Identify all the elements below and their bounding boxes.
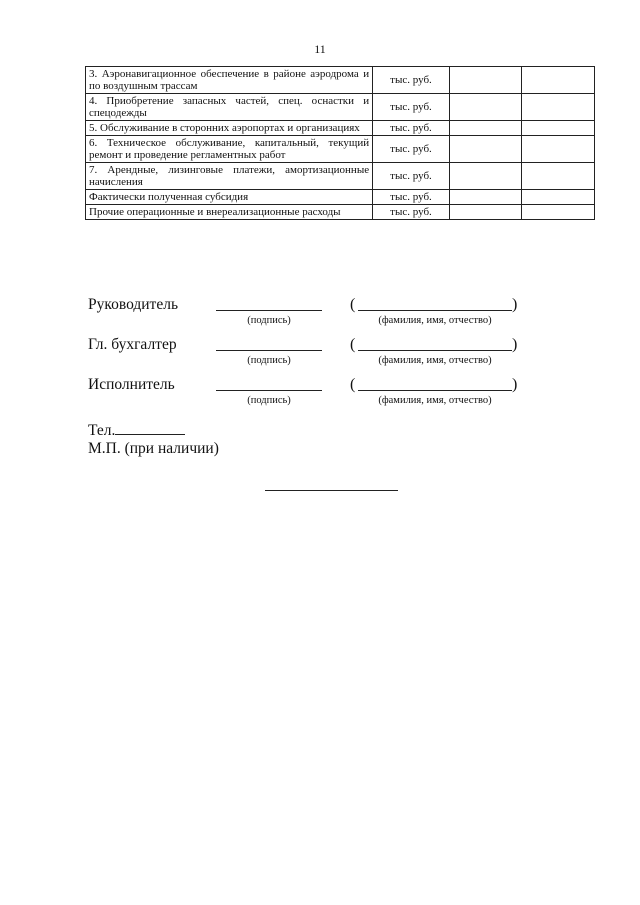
value-cell-2[interactable] [522,205,595,220]
table-row [86,163,595,190]
value-cell-2[interactable] [522,136,595,163]
row-item-label: 3. Аэронавигационное обеспечение в районе аэродрома и по воздушным трассам [86,67,373,94]
executor-signature-hint: (подпись) [247,395,291,406]
row-unit: тыс. руб. [373,136,450,163]
table-row [86,136,595,163]
row-unit: тыс. руб. [373,94,450,121]
expenses-table [85,66,595,220]
row-item-label: 7. Арендные, лизинговые платежи, амортизационные начисления [86,163,373,190]
row-item-label: Прочие операционные и внереализационные расходы [86,205,373,220]
value-cell-1[interactable] [449,136,522,163]
row-item-label: 6. Техническое обслуживание, капитальный, текущий ремонт и проведение регламентных работ [86,136,373,163]
signature-row-accountant [88,336,608,376]
table-row [86,94,595,121]
value-cell-2[interactable] [522,94,595,121]
close-paren: ) [512,336,518,353]
value-cell-1[interactable] [449,190,522,205]
head-signature-line[interactable] [216,310,322,311]
table-row [86,67,595,94]
accountant-label: Гл. бухгалтер [88,336,177,353]
head-name-hint: (фамилия, имя, отчество) [378,315,492,326]
row-unit: тыс. руб. [373,67,450,94]
table-row [86,121,595,136]
accountant-signature-hint: (подпись) [247,355,291,366]
executor-name-hint: (фамилия, имя, отчество) [378,395,492,406]
table-row [86,190,595,205]
value-cell-2[interactable] [522,190,595,205]
accountant-signature-line[interactable] [216,350,322,351]
value-cell-1[interactable] [449,121,522,136]
value-cell-1[interactable] [449,163,522,190]
end-rule [265,490,398,491]
value-cell-2[interactable] [522,67,595,94]
row-item-label: Фактически полученная субсидия [86,190,373,205]
row-unit: тыс. руб. [373,163,450,190]
executor-name-line[interactable] [358,390,512,391]
close-paren: ) [512,296,518,313]
head-signature-hint: (подпись) [247,315,291,326]
phone-label: Тел. [88,422,116,439]
value-cell-2[interactable] [522,163,595,190]
row-unit: тыс. руб. [373,121,450,136]
signature-row-executor [88,376,608,416]
row-item-label: 4. Приобретение запасных частей, спец. оснастки и спецодежды [86,94,373,121]
stamp-note: М.П. (при наличии) [88,440,219,457]
signature-row-head [88,296,608,336]
phone-line[interactable] [115,420,185,435]
value-cell-1[interactable] [449,205,522,220]
phone-field [88,420,185,440]
close-paren: ) [512,376,518,393]
value-cell-2[interactable] [522,121,595,136]
executor-signature-line[interactable] [216,390,322,391]
page-number: 11 [314,42,326,56]
row-unit: тыс. руб. [373,190,450,205]
executor-label: Исполнитель [88,376,175,393]
value-cell-1[interactable] [449,67,522,94]
open-paren: ( [350,376,356,393]
open-paren: ( [350,296,356,313]
head-label: Руководитель [88,296,179,313]
accountant-name-line[interactable] [358,350,512,351]
head-name-line[interactable] [358,310,512,311]
value-cell-1[interactable] [449,94,522,121]
row-item-label: 5. Обслуживание в сторонних аэропортах и организациях [86,121,373,136]
accountant-name-hint: (фамилия, имя, отчество) [378,355,492,366]
row-unit: тыс. руб. [373,205,450,220]
table-row [86,205,595,220]
open-paren: ( [350,336,356,353]
